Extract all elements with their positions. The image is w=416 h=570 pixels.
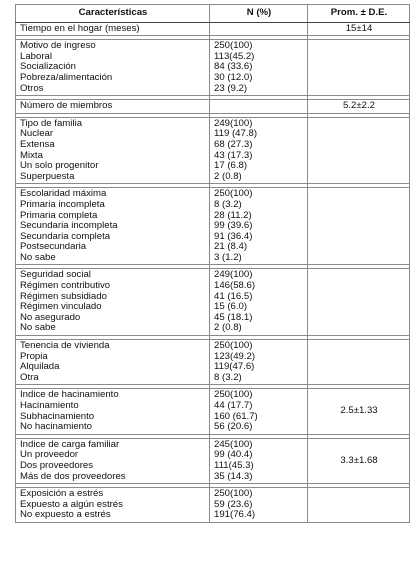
category-label: Secundaria incompleta [20,220,118,232]
n-percent-value: 8 (3.2) [214,198,242,210]
n-percent-value: 160 (61.7) [214,410,258,422]
n-percent-value: 250(100) [214,389,253,401]
n-percent-value: 59 (23.6) [214,498,253,510]
n-percent-value: 8 (3.2) [214,371,242,383]
n-percent-value: 249(100) [214,117,253,129]
category-label: Nuclear [20,128,54,140]
n-percent-value: 91 (36.4) [214,230,253,242]
category-label: Más de dos proveedores [20,470,126,482]
table-row [16,40,410,96]
group-title: Indice de carga familiar [20,438,120,450]
n-percent-cell [210,438,308,483]
n-percent-value: 123(49.2) [214,350,256,362]
mean-sd-cell [308,488,410,523]
characteristic-cell [16,340,210,385]
characteristic-cell [16,40,210,96]
n-percent-value: 15 (6.0) [214,301,248,313]
characteristic-cell [16,389,210,434]
table-row [16,488,410,523]
category-label: Otros [20,82,44,94]
mean-sd-cell [308,100,410,114]
category-label: Propia [20,350,48,362]
group-title: Exposición a estrés [20,488,104,500]
n-percent-value: 41 (16.5) [214,290,253,302]
group-title: Motivo de ingreso [20,40,96,52]
category-label: No asegurado [20,311,81,323]
n-percent-value: 56 (20.6) [214,421,253,433]
n-percent-value: 250(100) [214,188,253,200]
category-label: No sabe [20,322,56,334]
mean-sd-cell [308,389,410,434]
n-percent-value: 119(47.6) [214,361,255,373]
mean-sd-cell [308,269,410,336]
n-percent-value: 17 (6.8) [214,160,248,172]
category-label: Un solo progenitor [20,160,99,172]
category-label: Primaria completa [20,209,98,221]
n-percent-value: 250(100) [214,340,253,352]
characteristic-cell [16,488,210,523]
mean-sd-cell [308,188,410,265]
category-label: Dos proveedores [20,459,94,471]
category-label: Extensa [20,138,55,150]
n-percent-value: 35 (14.3) [214,470,253,482]
n-percent-value: 191(76.4) [214,509,256,521]
header-characteristics: Características [16,5,210,23]
category-label: Primaria incompleta [20,198,105,210]
group-title: Tenencia de vivienda [20,340,110,352]
n-percent-value: 113(45.2) [214,50,255,62]
n-percent-cell [210,100,308,114]
mean-sd-cell [308,40,410,96]
category-label: No sabe [20,251,56,263]
category-label: Subhacinamiento [20,410,95,422]
n-percent-cell [210,117,308,184]
category-label: Expuesto a algún estrés [20,498,123,510]
mean-sd-cell [308,22,410,36]
n-percent-value: 3 (1.2) [214,251,242,263]
group-title: Número de miembros [20,100,113,112]
n-percent-value [214,24,304,35]
n-percent-cell [210,22,308,36]
n-percent-value: 45 (18.1) [214,311,253,323]
characteristic-cell [16,22,210,36]
category-label: No expuesto a estrés [20,509,111,521]
category-label: Superpuesta [20,170,75,182]
characteristic-cell [16,269,210,336]
table-row [16,117,410,184]
category-label: Alquilada [20,361,60,373]
n-percent-cell [210,269,308,336]
n-percent-cell [210,188,308,265]
mean-sd-cell [308,340,410,385]
characteristic-cell [16,188,210,265]
n-percent-value: 44 (17.7) [214,400,253,411]
characteristics-table [15,4,410,523]
n-percent-cell [210,340,308,385]
n-percent-value [214,101,304,112]
mean-sd-value: 3.3±1.68 [340,454,378,466]
table-row [16,389,410,434]
n-percent-value: 245(100) [214,438,253,450]
header-mean-sd: Prom. ± D.E. [308,5,410,23]
n-percent-value: 99 (40.4) [214,449,253,461]
mean-sd-value: 15±14 [345,22,373,34]
n-percent-cell [210,488,308,523]
table-body [16,22,410,522]
n-percent-value: 84 (33.6) [214,61,253,73]
mean-sd-value: 2.5±1.33 [340,405,378,417]
category-label: Postsecundaria [20,241,87,253]
n-percent-value: 43 (17.3) [214,149,253,161]
group-title: Tiempo en el hogar (meses) [20,22,140,34]
n-percent-cell [210,389,308,434]
category-label: Secundaria completa [20,230,111,242]
mean-sd-value: 5.2±2.2 [343,100,375,112]
n-percent-value: 250(100) [214,488,253,500]
category-label: Hacinamiento [20,400,79,411]
n-percent-value: 68 (27.3) [214,138,253,150]
category-label: No hacinamiento [20,421,92,433]
category-label: Un proveedor [20,449,79,461]
n-percent-value: 99 (39.6) [214,220,253,232]
n-percent-value: 23 (9.2) [214,82,248,94]
n-percent-value: 119 (47.8) [214,128,258,140]
category-label: Otra [20,371,39,383]
category-label: Pobreza/alimentación [20,71,113,83]
n-percent-value: 21 (8.4) [214,241,248,253]
table-row [16,100,410,114]
header-n-percent: N (%) [210,5,308,23]
category-label: Régimen vinculado [20,301,102,313]
table-row [16,438,410,483]
group-title: Seguridad social [20,269,91,281]
mean-sd-cell [308,117,410,184]
mean-sd-cell [308,438,410,483]
n-percent-value: 250(100) [214,40,253,52]
n-percent-value: 2 (0.8) [214,322,242,334]
group-title: Escolaridad máxima [20,188,107,200]
header-row [16,5,410,23]
group-title: Tipo de familia [20,117,83,129]
n-percent-value: 2 (0.8) [214,170,242,182]
category-label: Mixta [20,149,43,161]
characteristic-cell [16,117,210,184]
group-title: Indice de hacinamiento [20,389,119,401]
n-percent-value: 146(58.6) [214,280,256,292]
table-row [16,340,410,385]
n-percent-value: 30 (12.0) [214,71,253,83]
characteristic-cell [16,100,210,114]
n-percent-value: 111(45.3) [214,459,254,471]
n-percent-cell [210,40,308,96]
n-percent-value: 28 (11.2) [214,209,252,221]
category-label: Laboral [20,50,53,62]
characteristic-cell [16,438,210,483]
category-label: Régimen contributivo [20,280,111,292]
table-row [16,269,410,336]
category-label: Socialización [20,61,76,73]
category-label: Régimen subsidiado [20,290,107,302]
n-percent-value: 249(100) [214,269,253,281]
table-row [16,22,410,36]
table-row [16,188,410,265]
